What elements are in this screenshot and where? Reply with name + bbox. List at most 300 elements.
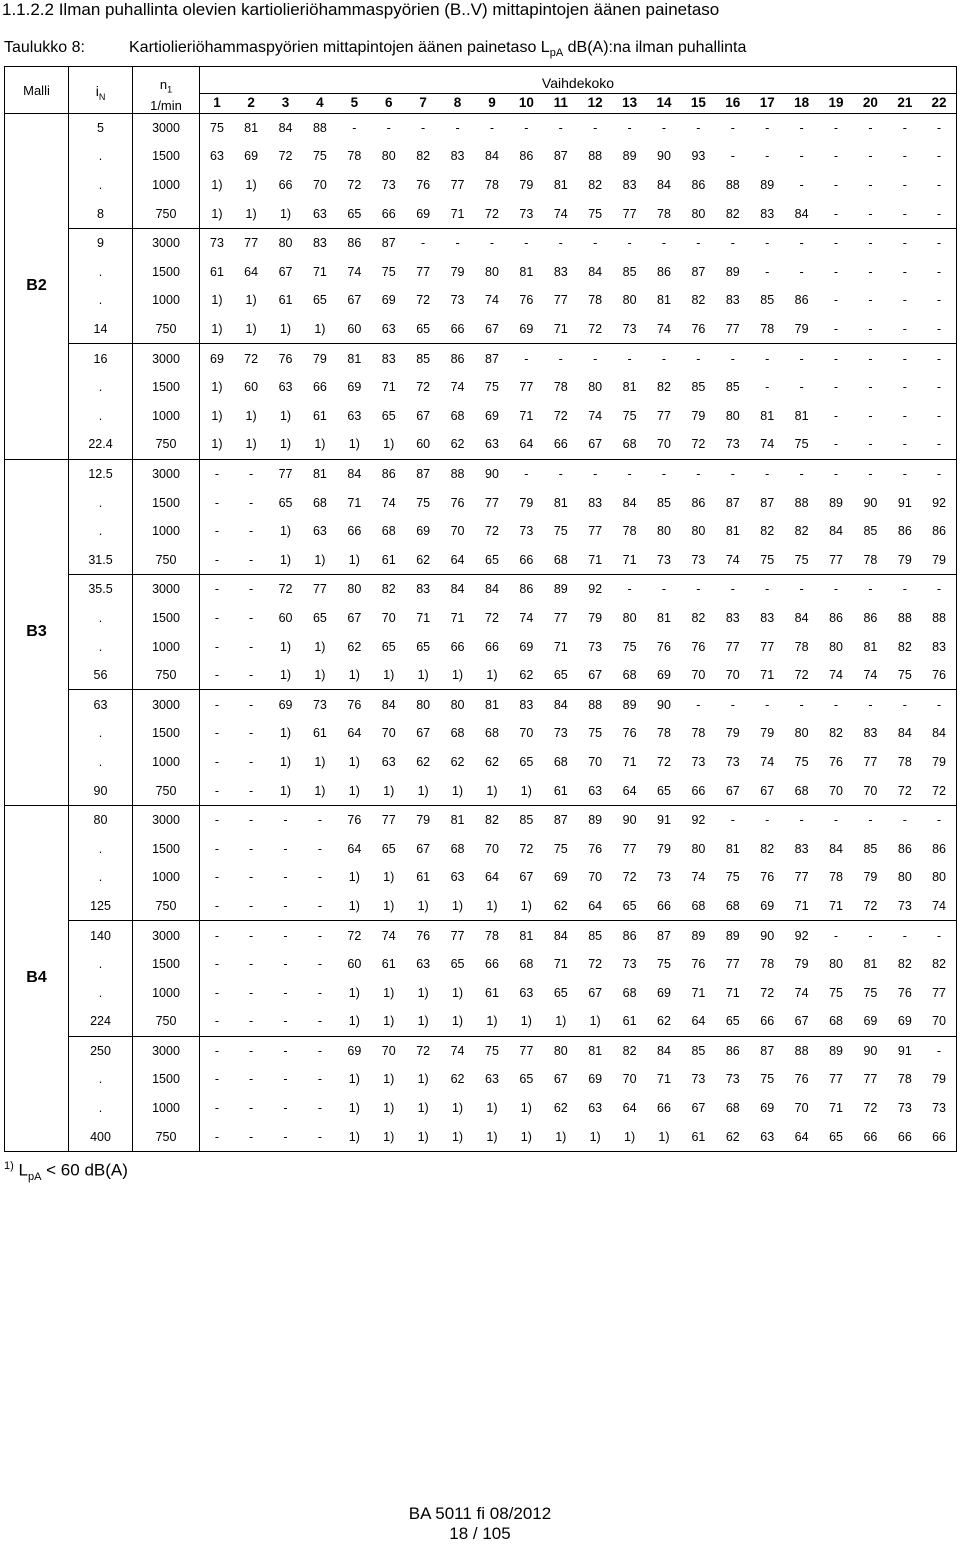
value-cell: 71 (519, 408, 534, 423)
value-cell: 63 (210, 149, 224, 164)
value-cell: 72 (588, 322, 603, 337)
value-cell: 88 (794, 495, 809, 510)
value-cell: 1) (245, 408, 257, 423)
value-cell: - (888, 113, 922, 142)
value-cell: 75 (381, 264, 396, 279)
header-size-3: 3 (268, 94, 302, 114)
value-cell: 63 (381, 322, 396, 337)
value-cell: - (544, 344, 578, 373)
value-cell: 76 (337, 690, 371, 719)
value-cell: - (200, 1036, 234, 1065)
value-cell: - (317, 1072, 322, 1087)
value-cell: 1) (348, 668, 360, 683)
value-cell: 80 (691, 841, 706, 856)
header-size-7: 7 (406, 94, 440, 114)
value-cell: 62 (450, 437, 465, 452)
ratio-cell: 90 (69, 776, 133, 805)
table-row (5, 171, 957, 200)
value-cell: 76 (588, 841, 603, 856)
value-cell: 70 (622, 1072, 637, 1087)
value-cell: 1) (486, 668, 498, 683)
value-cell: 74 (440, 1036, 474, 1065)
value-cell: 1) (612, 1122, 646, 1151)
value-cell: - (784, 228, 818, 257)
value-cell: - (249, 726, 254, 741)
value-cell: 79 (519, 178, 534, 193)
value-cell: 82 (794, 524, 809, 539)
ratio-cell: 400 (69, 1122, 133, 1151)
value-cell: 76 (829, 754, 843, 769)
value-cell: 81 (303, 459, 337, 488)
value-cell: - (234, 459, 268, 488)
value-cell: 71 (829, 898, 843, 913)
header-size-12: 12 (578, 94, 612, 114)
table-row (5, 1094, 957, 1123)
value-cell: 1) (211, 408, 223, 423)
speed-cell: 1500 (133, 488, 200, 517)
value-cell: 83 (760, 610, 775, 625)
value-cell: 68 (450, 841, 465, 856)
value-cell: 65 (819, 1122, 853, 1151)
value-cell: 68 (622, 437, 637, 452)
value-cell: 84 (544, 690, 578, 719)
value-cell: 77 (794, 870, 809, 885)
value-cell: 61 (622, 1014, 637, 1029)
value-cell: 1) (245, 437, 257, 452)
value-cell: 73 (381, 178, 396, 193)
value-cell: 79 (794, 957, 809, 972)
speed-cell: 3000 (133, 805, 200, 834)
speed-cell: 750 (133, 1007, 200, 1036)
value-cell: 76 (691, 957, 706, 972)
value-cell: 63 (485, 1072, 499, 1087)
value-cell: 63 (416, 957, 431, 972)
value-cell: 81 (337, 344, 371, 373)
value-cell: 63 (450, 870, 465, 885)
value-cell: - (214, 898, 220, 913)
value-cell: 1) (314, 552, 326, 567)
speed-cell: 3000 (133, 228, 200, 257)
speed-cell: 1500 (133, 1065, 200, 1094)
value-cell: 77 (922, 978, 956, 1007)
value-cell: - (902, 380, 907, 395)
table-row (5, 344, 957, 373)
value-cell: 1) (348, 783, 360, 798)
value-cell: - (283, 1101, 288, 1116)
value-cell: - (317, 1014, 322, 1029)
value-cell: - (819, 805, 853, 834)
value-cell: 80 (691, 206, 706, 221)
value-cell: 76 (794, 1072, 809, 1087)
value-cell: 73 (622, 957, 637, 972)
speed-cell: 1000 (133, 863, 200, 892)
header-ratio: $i_N$ (69, 67, 133, 114)
value-cell: 65 (450, 957, 465, 972)
ratio-cell: 224 (69, 1007, 133, 1036)
value-cell: - (681, 575, 715, 604)
value-cell: 78 (657, 726, 671, 741)
value-cell: 1) (279, 524, 292, 539)
value-cell: 67 (485, 322, 499, 337)
value-cell: 86 (691, 495, 706, 510)
value-cell: 78 (760, 322, 775, 337)
value-cell: 1) (383, 1014, 395, 1029)
value-cell: 75 (897, 668, 912, 683)
value-cell: 80 (544, 1036, 578, 1065)
header-size-20: 20 (853, 94, 887, 114)
value-cell: 86 (691, 178, 706, 193)
value-cell: 69 (760, 1101, 775, 1116)
value-cell: 1) (486, 898, 498, 913)
value-cell: 71 (622, 552, 637, 567)
page-footer (0, 1504, 960, 1544)
value-cell: 1) (383, 437, 395, 452)
value-cell: - (283, 985, 288, 1000)
table-row (5, 978, 957, 1007)
ratio-cell: . (69, 950, 133, 979)
value-cell: 88 (578, 690, 612, 719)
ratio-cell: . (69, 978, 133, 1007)
value-cell: 1) (486, 1101, 498, 1116)
speed-cell: 1000 (133, 402, 200, 431)
value-cell: 73 (553, 726, 568, 741)
value-cell: - (853, 690, 887, 719)
value-cell: 74 (372, 921, 406, 950)
value-cell: 66 (657, 898, 671, 913)
value-cell: 71 (760, 668, 775, 683)
value-cell: 67 (760, 783, 775, 798)
value-cell: - (249, 552, 254, 567)
value-cell: 89 (622, 149, 637, 164)
value-cell: 70 (794, 1101, 809, 1116)
value-cell: 83 (509, 690, 543, 719)
value-cell: 65 (485, 552, 499, 567)
value-cell: 83 (588, 495, 603, 510)
value-cell: 76 (519, 293, 534, 308)
value-cell: 84 (544, 921, 578, 950)
value-cell: 1) (372, 1122, 406, 1151)
value-cell: 72 (416, 380, 431, 395)
value-cell: 90 (475, 459, 509, 488)
speed-cell: 750 (133, 546, 200, 575)
value-cell: - (612, 113, 646, 142)
value-cell: 1) (486, 1014, 498, 1029)
value-cell: 1) (348, 985, 360, 1000)
speed-cell: 3000 (133, 459, 200, 488)
table-caption-text: Kartiolieriöhammaspyörien mittapintojen äänen painetaso $L_{pA}$ dB(A):na ilman puhallinta (129, 39, 747, 60)
value-cell: 71 (794, 898, 809, 913)
value-cell: - (902, 206, 907, 221)
value-cell: 82 (897, 957, 912, 972)
value-cell: 67 (725, 783, 740, 798)
value-cell: 85 (725, 380, 740, 395)
value-cell: - (833, 437, 839, 452)
value-cell: 86 (372, 459, 406, 488)
value-cell: 86 (922, 517, 956, 546)
footnote: $^{1)}$ $L_{pA} < 60$ dB(A) (4, 1160, 128, 1184)
value-cell: 89 (716, 921, 750, 950)
value-cell: 80 (485, 264, 499, 279)
table-row (5, 690, 957, 719)
ratio-cell: 5 (69, 113, 133, 142)
value-cell: 68 (794, 783, 809, 798)
table-row (5, 142, 957, 171)
value-cell: 78 (863, 552, 878, 567)
value-cell: - (249, 985, 254, 1000)
value-cell: - (249, 754, 254, 769)
value-cell: 63 (588, 1101, 603, 1116)
value-cell: 92 (784, 921, 818, 950)
value-cell: - (214, 524, 220, 539)
value-cell: 85 (657, 495, 671, 510)
value-cell: - (765, 380, 770, 395)
value-cell: - (922, 373, 956, 402)
value-cell: 1) (279, 408, 292, 423)
value-cell: - (853, 228, 887, 257)
value-cell: - (922, 258, 956, 287)
value-cell: 63 (485, 437, 499, 452)
value-cell: 77 (657, 408, 671, 423)
value-cell: 77 (303, 575, 337, 604)
speed-cell: 750 (133, 1122, 200, 1151)
value-cell: 77 (268, 459, 302, 488)
value-cell: 73 (691, 754, 706, 769)
value-cell: - (283, 870, 288, 885)
value-cell: - (833, 380, 839, 395)
ratio-cell: . (69, 142, 133, 171)
value-cell: 1) (279, 206, 292, 221)
value-cell: 82 (691, 293, 706, 308)
value-cell: 79 (725, 726, 740, 741)
value-cell: 80 (691, 524, 706, 539)
table-row (5, 921, 957, 950)
ratio-cell: . (69, 171, 133, 200)
value-cell: 81 (657, 610, 671, 625)
value-cell: 1) (337, 1122, 371, 1151)
value-cell: 63 (312, 524, 327, 539)
header-size-8: 8 (440, 94, 474, 114)
value-cell: 88 (303, 113, 337, 142)
value-cell: - (716, 344, 750, 373)
value-cell: - (922, 344, 956, 373)
value-cell: - (750, 228, 784, 257)
value-cell: - (716, 690, 750, 719)
value-cell: - (249, 957, 254, 972)
value-cell: 67 (691, 1101, 706, 1116)
value-cell: - (214, 841, 220, 856)
value-cell: - (337, 113, 371, 142)
value-cell: 1) (520, 1014, 532, 1029)
value-cell: - (784, 690, 818, 719)
value-cell: - (509, 113, 543, 142)
value-cell: - (922, 171, 956, 200)
value-cell: - (249, 1014, 254, 1029)
value-cell: 69 (553, 870, 568, 885)
value-cell: 66 (312, 380, 327, 395)
value-cell: - (578, 459, 612, 488)
value-cell: 72 (485, 524, 499, 539)
value-cell: 62 (553, 898, 568, 913)
value-cell: 72 (691, 437, 706, 452)
value-cell: 80 (829, 639, 843, 654)
value-cell: 77 (829, 1072, 843, 1087)
value-cell: 79 (450, 264, 465, 279)
value-cell: 75 (553, 524, 568, 539)
value-cell: 78 (553, 380, 568, 395)
value-cell: 69 (897, 1014, 912, 1029)
value-cell: 1) (279, 754, 292, 769)
value-cell: - (750, 575, 784, 604)
ratio-cell: . (69, 286, 133, 315)
value-cell: - (612, 228, 646, 257)
ratio-cell: . (69, 748, 133, 777)
ratio-cell: 35.5 (69, 575, 133, 604)
value-cell: 60 (347, 957, 362, 972)
value-cell: 84 (647, 1036, 681, 1065)
value-cell: - (888, 690, 922, 719)
value-cell: - (833, 178, 839, 193)
value-cell: - (922, 199, 956, 228)
value-cell: 67 (519, 870, 534, 885)
speed-cell: 1500 (133, 142, 200, 171)
value-cell: 66 (553, 437, 568, 452)
value-cell: 65 (622, 898, 637, 913)
value-cell: 1) (578, 1122, 612, 1151)
value-cell: 76 (416, 178, 431, 193)
value-cell: - (868, 380, 873, 395)
value-cell: - (833, 408, 839, 423)
value-cell: - (716, 228, 750, 257)
value-cell: 73 (657, 870, 671, 885)
value-cell: - (922, 430, 956, 459)
value-cell: 82 (760, 841, 775, 856)
value-cell: 70 (657, 437, 671, 452)
value-cell: 86 (519, 149, 534, 164)
document-id: BA 5011 fi 08/2012 (408, 1504, 552, 1523)
value-cell: 82 (475, 805, 509, 834)
value-cell: 66 (485, 957, 499, 972)
value-cell: - (681, 459, 715, 488)
value-cell: - (234, 690, 268, 719)
value-cell: - (475, 113, 509, 142)
value-cell: 1) (383, 898, 395, 913)
value-cell: 1) (348, 437, 360, 452)
value-cell: 63 (588, 783, 603, 798)
value-cell: - (784, 113, 818, 142)
value-cell: - (612, 344, 646, 373)
value-cell: - (200, 805, 234, 834)
value-cell: 73 (519, 524, 534, 539)
value-cell: 1) (520, 1101, 532, 1116)
table-row (5, 863, 957, 892)
value-cell: 67 (794, 1014, 809, 1029)
header-size-6: 6 (372, 94, 406, 114)
value-cell: 65 (657, 783, 671, 798)
value-cell: 86 (716, 1036, 750, 1065)
value-cell: 71 (312, 264, 327, 279)
value-cell: 79 (519, 495, 534, 510)
ratio-cell: . (69, 632, 133, 661)
value-cell: 71 (725, 985, 740, 1000)
value-cell: - (868, 437, 873, 452)
value-cell: - (922, 459, 956, 488)
value-cell: 66 (853, 1122, 887, 1151)
value-cell: 63 (519, 985, 534, 1000)
value-cell: 85 (760, 293, 775, 308)
value-cell: 83 (303, 228, 337, 257)
value-cell: 77 (725, 322, 740, 337)
sound-pressure-table (4, 66, 957, 1152)
value-cell: - (214, 552, 220, 567)
table-row (5, 1036, 957, 1065)
value-cell: - (750, 459, 784, 488)
value-cell: 76 (622, 726, 637, 741)
value-cell: 74 (691, 870, 706, 885)
value-cell: 80 (725, 408, 740, 423)
value-cell: 84 (829, 524, 843, 539)
value-cell: - (922, 113, 956, 142)
value-cell: 80 (381, 149, 396, 164)
value-cell: 89 (725, 264, 740, 279)
value-cell: 74 (760, 437, 775, 452)
value-cell: - (200, 459, 234, 488)
value-cell: - (868, 206, 873, 221)
value-cell: 92 (681, 805, 715, 834)
value-cell: 77 (553, 293, 568, 308)
value-cell: 83 (450, 149, 465, 164)
value-cell: 81 (863, 957, 878, 972)
value-cell: - (303, 805, 337, 834)
value-cell: 92 (922, 488, 956, 517)
ratio-cell: . (69, 402, 133, 431)
value-cell: - (833, 293, 839, 308)
value-cell: 1) (279, 726, 292, 741)
value-cell: - (716, 805, 750, 834)
ratio-cell: . (69, 604, 133, 633)
value-cell: 90 (657, 149, 671, 164)
table-row (5, 1065, 957, 1094)
value-cell: 75 (588, 206, 603, 221)
value-cell: 65 (519, 754, 534, 769)
value-cell: 70 (829, 783, 843, 798)
header-size-13: 13 (612, 94, 646, 114)
value-cell: 87 (544, 805, 578, 834)
value-cell: 89 (578, 805, 612, 834)
value-cell: 68 (312, 495, 327, 510)
speed-cell: 1000 (133, 978, 200, 1007)
value-cell: 1) (475, 1122, 509, 1151)
value-cell: 75 (588, 726, 603, 741)
value-cell: - (283, 957, 288, 972)
value-cell: 81 (440, 805, 474, 834)
value-cell: - (234, 1036, 268, 1065)
value-cell: 72 (268, 575, 302, 604)
table-row (5, 199, 957, 228)
value-cell: 70 (588, 870, 603, 885)
value-cell: 1) (211, 178, 223, 193)
section-heading: 1.1.2.2 Ilman puhallinta olevien kartiolieriöhammaspyörien (B..V) mittapintojen äänen painetaso (2, 0, 720, 19)
value-cell: - (214, 985, 220, 1000)
value-cell: 73 (657, 552, 671, 567)
value-cell: - (868, 408, 873, 423)
value-cell: 90 (863, 495, 878, 510)
value-cell: 61 (553, 783, 568, 798)
value-cell: 79 (760, 726, 775, 741)
value-cell: - (765, 149, 770, 164)
value-cell: 1) (417, 1014, 429, 1029)
value-cell: 61 (210, 264, 224, 279)
value-cell: 80 (922, 863, 956, 892)
